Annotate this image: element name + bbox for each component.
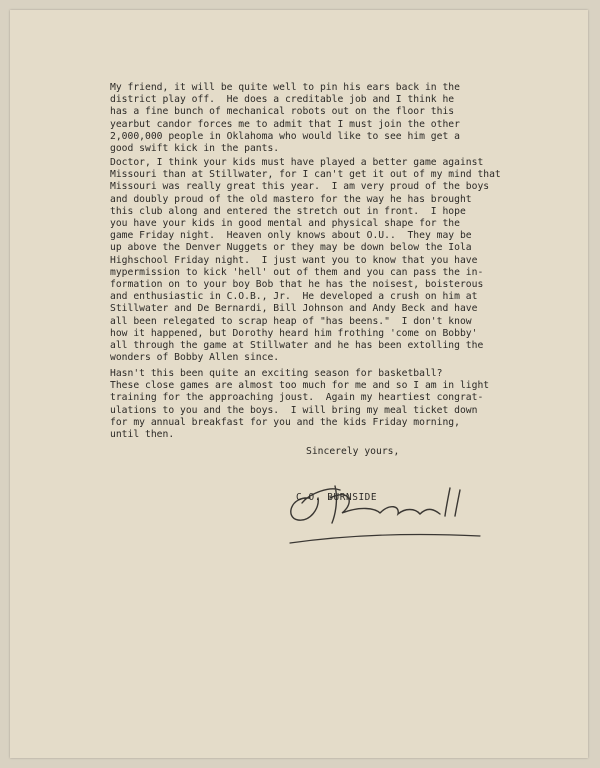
paragraph-3: [110, 368, 489, 441]
paragraph-1: [110, 82, 460, 155]
text-line: for my annual breakfast for you and the kids Friday morning,: [110, 416, 460, 428]
handwritten-signature: [280, 468, 500, 558]
text-line: Hasn't this been quite an exciting season for basketball?: [110, 368, 443, 379]
text-line: has a fine bunch of mechanical robots out on the floor this: [110, 106, 455, 118]
text-line: training for the approaching joust. Again my heartiest congrat-: [110, 392, 484, 404]
text-line: Doctor, I think your kids must have played a better game against: [110, 157, 484, 168]
paragraph-2: [110, 157, 501, 364]
text-line: up above the Denver Nuggets or they may be down below the Iola: [110, 242, 472, 254]
text-line: Stillwater and De Bernardi, Bill Johnson and Andy Beck and have: [110, 303, 478, 315]
text-line: this club along and entered the stretch out in front. I hope: [110, 205, 466, 217]
text-line: good swift kick in the pants.: [110, 143, 280, 155]
text-line: all been relegated to scrap heap of "has beens." I don't know: [110, 315, 472, 327]
text-line: until then.: [110, 429, 175, 441]
text-line: My friend, it will be quite well to pin his ears back in the: [110, 82, 460, 93]
text-line: 2,000,000 people in Oklahoma who would like to see him get a: [110, 130, 460, 142]
text-line: you have your kids in good mental and physical shape for the: [110, 218, 460, 230]
closing: Sincerely yours,: [306, 446, 400, 457]
text-line: and doubly proud of the old mastero for the way he has brought: [110, 193, 472, 205]
text-line: These close games are almost too much for me and so I am in light: [110, 380, 490, 392]
text-line: Missouri was really great this year. I am very proud of the boys: [110, 181, 490, 193]
text-line: ulations to you and the boys. I will bring my meal ticket down: [110, 404, 478, 416]
text-line: how it happened, but Dorothy heard him frothing 'come on Bobby': [110, 327, 478, 339]
typed-signature: C.O. BURNSIDE: [296, 492, 378, 503]
text-line: and enthusiastic in C.O.B., Jr. He developed a crush on him at: [110, 291, 478, 303]
text-line: district play off. He does a creditable job and I think he: [110, 94, 455, 106]
text-line: mypermission to kick 'hell' out of them and you can pass the in-: [110, 266, 484, 278]
text-line: game Friday night. Heaven only knows about O.U.. They may be: [110, 230, 472, 242]
text-line: all through the game at Stillwater and he has been extolling the: [110, 340, 484, 352]
text-line: formation on to your boy Bob that he has the noisest, boisterous: [110, 279, 484, 291]
text-line: yearbut candor forces me to admit that I must join the other: [110, 118, 460, 130]
text-line: wonders of Bobby Allen since.: [110, 352, 280, 364]
text-line: Missouri than at Stillwater, for I can't get it out of my mind that: [110, 169, 501, 181]
text-line: Highschool Friday night. I just want you to know that you have: [110, 254, 478, 266]
